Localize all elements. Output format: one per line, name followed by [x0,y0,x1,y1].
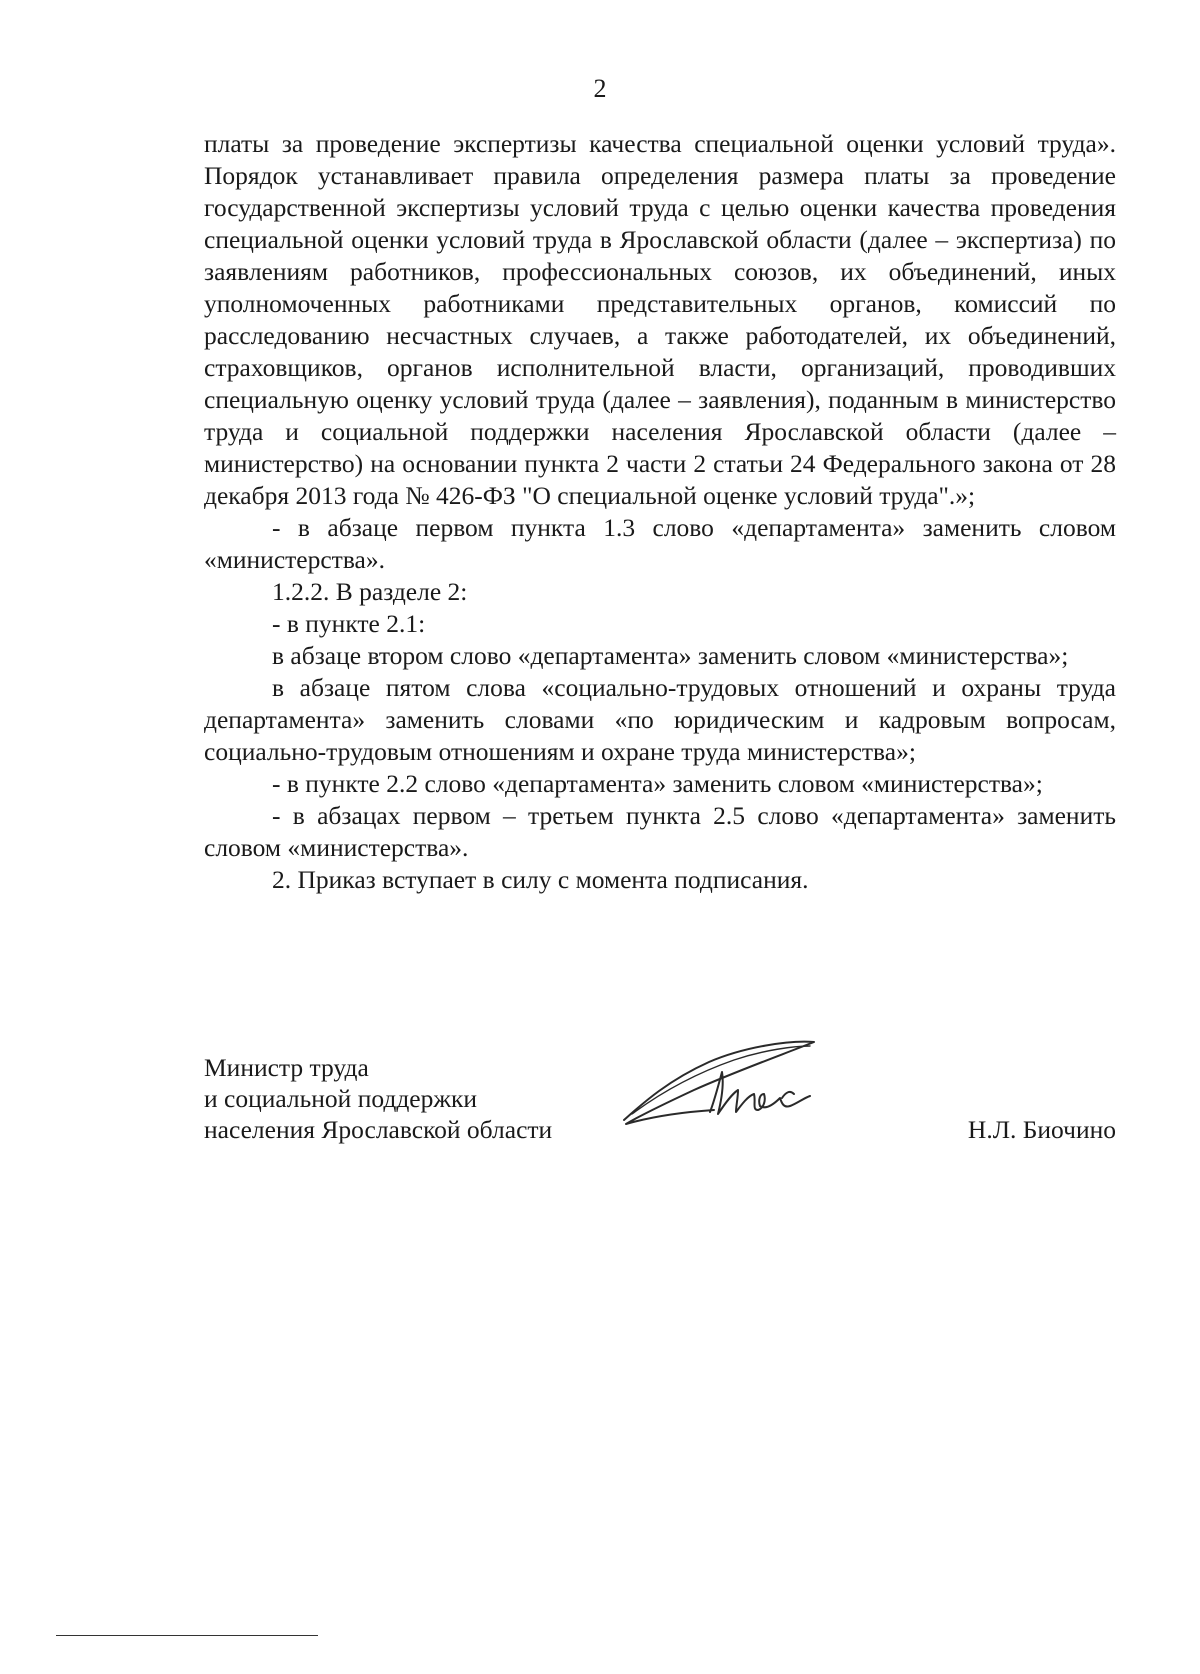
signer-title [204,1052,552,1145]
handwritten-signature [614,1032,844,1142]
paragraph: - в абзацах первом – третьем пункта 2.5 слово «департамента» заменить словом «министерства». [204,801,1116,862]
signer-title-line: и социальной поддержки [204,1084,478,1113]
signature-block [204,1052,1116,1162]
paragraph: - в пункте 2.1: [272,609,426,638]
paragraph: в абзаце пятом слова «социально-трудовых отношений и охраны труда департамента» заменить словами «по юридическим и кадровым вопросам, социально-трудовым отношениям и охране труда министерства»; [204,673,1116,766]
footnote-divider [56,1635,318,1636]
paragraph: 1.2.2. В разделе 2: [272,577,468,606]
page-number: 2 [593,74,607,103]
paragraph: платы за проведение экспертизы качества специальной оценки условий труда». Порядок устанавливает правила определения размера платы за проведение государственной экспертизы условий труда с целью оценки качества проведения специальной оценки условий труда в Ярославской области (далее – экспертиза) по заявлениям работников, профессиональных союзов, их объединений, иных уполномоченных работниками представительных органов, комиссий по расследованию несчастных случаев, а также работодателей, их объединений, страховщиков, органов исполнительной власти, организаций, проводивших специальную оценку условий труда (далее – заявления), поданным в министерство труда и социальной поддержки населения Ярославской области (далее – министерство) на основании пункта 2 части 2 статьи 24 Федерального закона от 28 декабря 2013 года № 426-ФЗ "О специальной оценке условий труда".»; [204,129,1116,510]
document-body [204,128,1116,896]
signer-title-line: Министр труда [204,1053,369,1082]
paragraph: - в пункте 2.2 слово «департамента» заменить словом «министерства»; [272,769,1043,798]
paragraph: - в абзаце первом пункта 1.3 слово «департамента» заменить словом «министерства». [204,513,1116,574]
signer-name: Н.Л. Биочино [967,1115,1116,1144]
paragraph: в абзаце втором слово «департамента» заменить словом «министерства»; [272,641,1069,670]
signer-title-line: населения Ярославской области [204,1115,553,1144]
paragraph: 2. Приказ вступает в силу с момента подписания. [272,865,809,894]
